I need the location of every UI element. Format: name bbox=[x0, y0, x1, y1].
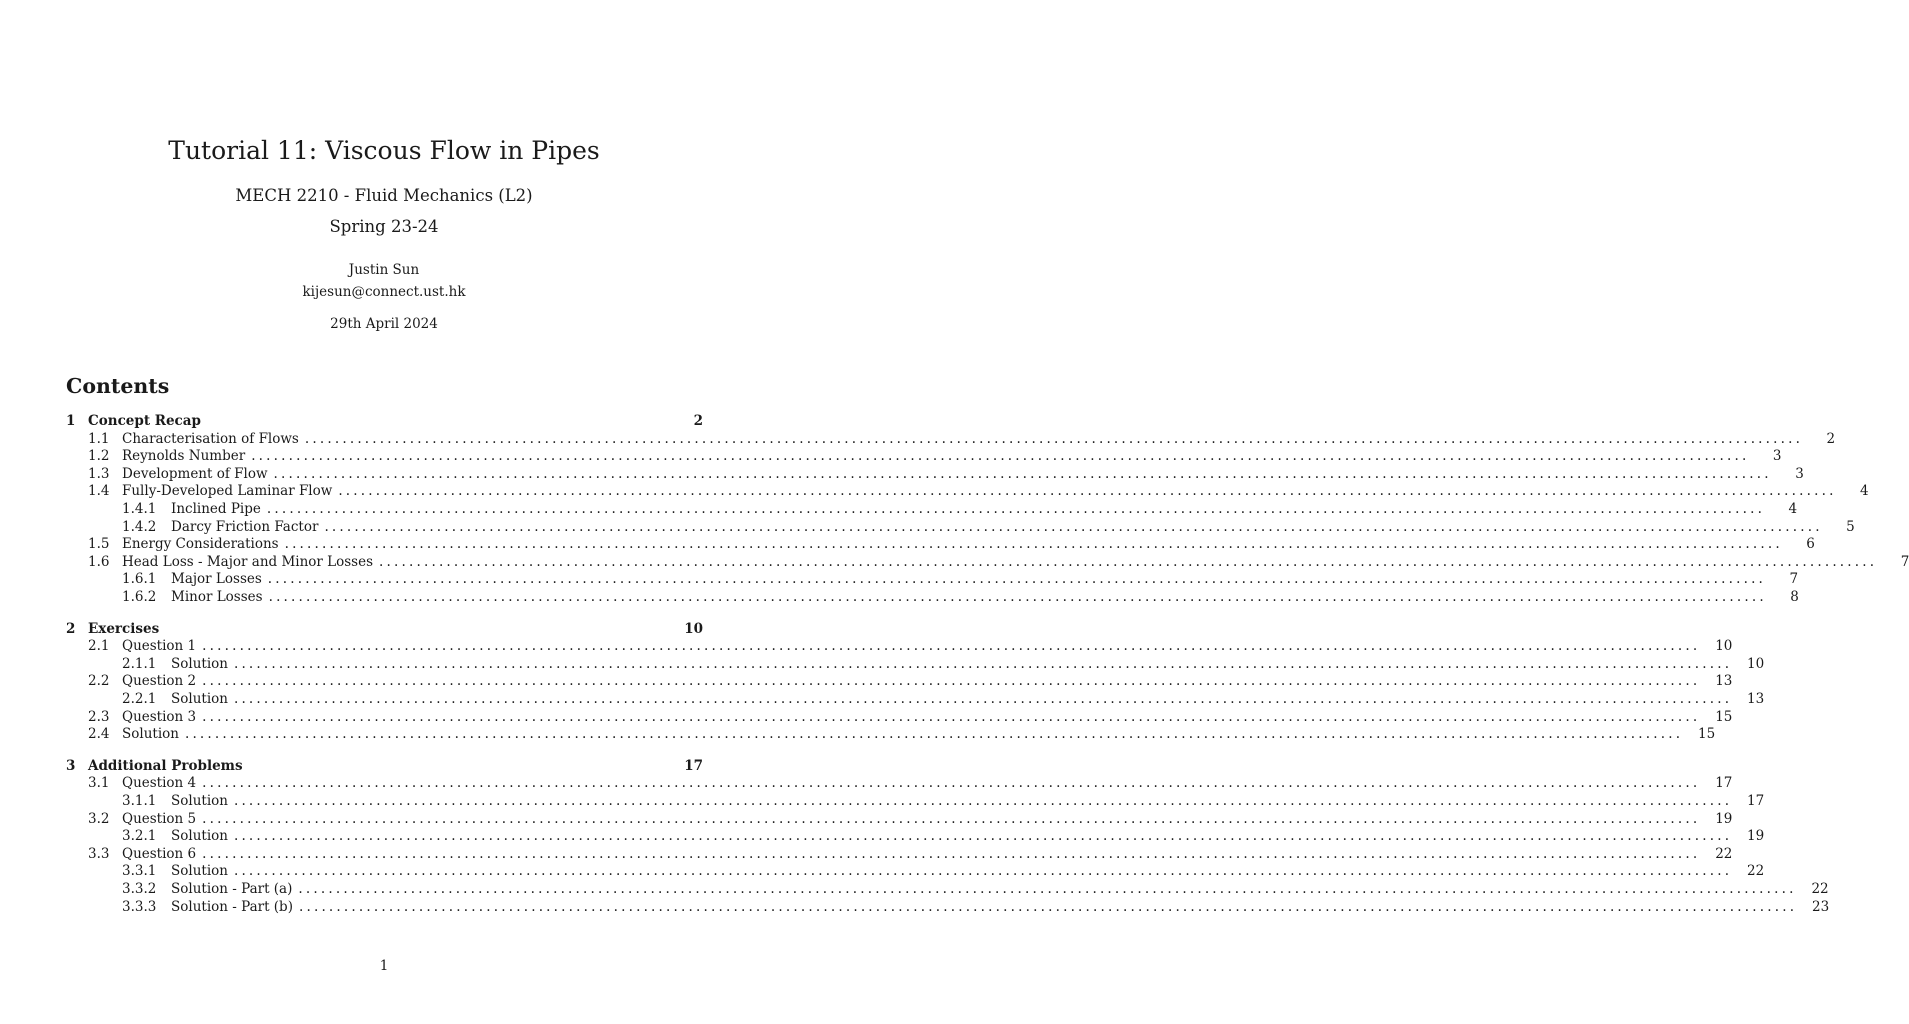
toc-entry-page: 22 bbox=[1811, 881, 1829, 897]
document-date: 29th April 2024 bbox=[330, 316, 438, 332]
toc-leader-dots: ........................................................................................................................................................................................................ bbox=[233, 691, 1733, 707]
toc-entry-number: 3.3.2 bbox=[122, 881, 157, 897]
toc-entry[interactable] bbox=[0, 845, 1733, 863]
toc-entry-label: Development of Flow bbox=[122, 465, 268, 482]
toc-entry-label: Reynolds Number bbox=[122, 448, 246, 465]
toc-entry-page: 2 bbox=[1826, 430, 1836, 447]
toc-entry-number: 2.3 bbox=[88, 708, 110, 725]
toc-entry-label: Characterisation of Flows bbox=[122, 430, 299, 447]
toc-entry[interactable] bbox=[0, 775, 1733, 792]
toc-leader-dots: ........................................................................................................................................................................................................ bbox=[298, 881, 1797, 897]
toc-entry-label: Question 4 bbox=[122, 775, 197, 792]
toc-entry-label: Solution bbox=[122, 726, 179, 743]
toc-entry-page: 10 bbox=[1715, 638, 1733, 655]
toc-entry-page: 19 bbox=[1747, 828, 1765, 845]
toc-entry-label: Additional Problems bbox=[88, 757, 243, 774]
toc-entry[interactable] bbox=[0, 501, 1798, 518]
toc-entry-label: Exercises bbox=[88, 620, 160, 637]
toc-leader-dots: ........................................................................................................................................................................................................ bbox=[268, 589, 1767, 605]
toc-entry[interactable] bbox=[0, 708, 1733, 726]
toc-entry-number: 2.4 bbox=[88, 726, 110, 743]
toc-entry-page: 17 bbox=[1747, 793, 1765, 809]
toc-leader-dots: ........................................................................................................................................................................................................ bbox=[233, 655, 1733, 672]
toc-entry-label: Question 3 bbox=[122, 708, 197, 725]
toc-entry-page: 4 bbox=[1788, 501, 1798, 517]
toc-leader-dots: ........................................................................................................................................................................................................ bbox=[273, 465, 1772, 482]
toc-entry-number: 3 bbox=[66, 757, 76, 774]
toc-entry[interactable] bbox=[0, 828, 1765, 845]
toc-entry-label: Question 2 bbox=[122, 673, 197, 690]
toc-entry[interactable] bbox=[0, 810, 1733, 828]
toc-leader-dots: ........................................................................................................................................................................................................ bbox=[266, 501, 1766, 517]
toc-entry-page: 6 bbox=[1806, 536, 1815, 553]
toc-entry-label: Darcy Friction Factor bbox=[171, 518, 319, 535]
toc-entry-number: 3.3.1 bbox=[122, 863, 157, 880]
toc-leader-dots: ........................................................................................................................................................................................................ bbox=[304, 430, 1804, 447]
page-number: 1 bbox=[379, 958, 389, 974]
toc-leader-dots: ........................................................................................................................................................................................................ bbox=[324, 518, 1823, 535]
toc-entry-number: 2.1 bbox=[88, 638, 110, 655]
toc-leader-dots: ........................................................................................................................................................................................................ bbox=[267, 571, 1767, 588]
toc-entry-number: 1.1 bbox=[88, 430, 110, 447]
toc-leader-dots: ........................................................................................................................................................................................................ bbox=[202, 673, 1701, 690]
toc-entry[interactable] bbox=[0, 518, 1855, 536]
toc-entry-label: Solution bbox=[171, 793, 228, 809]
toc-entry-page: 22 bbox=[1747, 863, 1765, 880]
toc-entry[interactable] bbox=[0, 536, 1815, 553]
toc-entry[interactable] bbox=[0, 655, 1765, 673]
toc-entry-label: Fully-Developed Laminar Flow bbox=[122, 483, 333, 500]
toc-entry-number: 1.4.1 bbox=[122, 501, 157, 517]
toc-entry-number: 1.3 bbox=[88, 465, 110, 482]
toc-leader-dots: ........................................................................................................................................................................................................ bbox=[233, 863, 1733, 880]
toc-entry[interactable] bbox=[0, 571, 1799, 588]
toc-entry[interactable] bbox=[0, 621, 768, 638]
toc-entry[interactable] bbox=[0, 465, 1804, 483]
toc-entry-label: Major Losses bbox=[171, 571, 262, 588]
toc-entry[interactable] bbox=[0, 413, 768, 430]
toc-entry-label: Solution bbox=[171, 863, 228, 880]
toc-leader-dots: ........................................................................................................................................................................................................ bbox=[202, 775, 1701, 792]
toc-entry-number: 1.5 bbox=[88, 536, 110, 553]
toc-entry-page: 3 bbox=[1772, 448, 1782, 465]
term: Spring 23-24 bbox=[329, 217, 439, 236]
toc-entry-page: 22 bbox=[1715, 845, 1733, 862]
toc-entry[interactable] bbox=[0, 553, 1909, 571]
toc-entry-number: 3.2.1 bbox=[122, 828, 157, 845]
toc-entry-number: 1 bbox=[66, 413, 76, 429]
toc-leader-dots: ........................................................................................................................................................................................................ bbox=[298, 898, 1798, 915]
toc-entry-page: 4 bbox=[1859, 483, 1869, 500]
toc-entry-label: Solution - Part (b) bbox=[171, 898, 293, 915]
toc-entry[interactable] bbox=[0, 638, 1733, 655]
toc-leader-dots: ........................................................................................................................................................................................................ bbox=[233, 828, 1733, 845]
toc-entry-label: Head Loss - Major and Minor Losses bbox=[122, 553, 374, 570]
toc-entry[interactable] bbox=[0, 898, 1830, 916]
toc-entry-page: 3 bbox=[1795, 465, 1804, 482]
toc-entry-label: Solution bbox=[171, 655, 228, 672]
toc-entry-label: Solution - Part (a) bbox=[171, 881, 293, 897]
toc-entry-page: 5 bbox=[1846, 518, 1855, 535]
toc-entry[interactable] bbox=[0, 793, 1765, 810]
toc-leader-dots: ........................................................................................................................................................................................................ bbox=[184, 726, 1684, 743]
toc-leader-dots: ........................................................................................................................................................................................................ bbox=[202, 810, 1701, 827]
toc-entry-number: 1.4.2 bbox=[122, 518, 157, 535]
toc-leader-dots: ........................................................................................................................................................................................................ bbox=[202, 708, 1701, 725]
toc-entry-label: Question 5 bbox=[122, 810, 197, 827]
toc-leader-dots: ........................................................................................................................................................................................................ bbox=[202, 638, 1701, 655]
toc-entry[interactable] bbox=[0, 430, 1836, 448]
course-name: MECH 2210 - Fluid Mechanics (L2) bbox=[235, 186, 533, 205]
toc-entry-page: 15 bbox=[1715, 708, 1733, 725]
toc-entry-number: 1.6.2 bbox=[122, 589, 157, 605]
toc-entry-number: 1.4 bbox=[88, 483, 110, 500]
author-name: Justin Sun bbox=[348, 262, 420, 278]
toc-entry-page: 2 bbox=[693, 413, 703, 429]
toc-entry-page: 17 bbox=[684, 757, 703, 774]
toc-leader-dots: ........................................................................................................................................................................................................ bbox=[233, 793, 1733, 809]
toc-entry-page: 8 bbox=[1790, 589, 1799, 605]
contents-heading: Contents bbox=[66, 374, 170, 398]
toc-leader-dots: ........................................................................................................................................................................................................ bbox=[338, 483, 1837, 500]
toc-entry-label: Energy Considerations bbox=[122, 536, 279, 553]
toc-entry-page: 13 bbox=[1747, 691, 1765, 707]
toc-entry-page: 13 bbox=[1715, 673, 1733, 690]
toc-entry-page: 7 bbox=[1900, 553, 1909, 570]
toc-entry-number: 3.3 bbox=[88, 845, 110, 862]
toc-entry[interactable] bbox=[0, 673, 1733, 690]
toc-entry-number: 1.2 bbox=[88, 448, 110, 465]
toc-entry-page: 17 bbox=[1715, 775, 1733, 792]
toc-entry[interactable] bbox=[0, 863, 1765, 880]
toc-entry-number: 3.2 bbox=[88, 810, 110, 827]
toc-entry[interactable] bbox=[0, 881, 1829, 898]
toc-entry-label: Inclined Pipe bbox=[171, 501, 261, 517]
toc-leader-dots: ........................................................................................................................................................................................................ bbox=[284, 536, 1783, 553]
toc-entry-label: Concept Recap bbox=[88, 413, 201, 429]
toc-entry-label: Solution bbox=[171, 691, 228, 707]
toc-entry-page: 15 bbox=[1698, 726, 1716, 743]
toc-entry[interactable] bbox=[0, 483, 1869, 500]
toc-entry[interactable] bbox=[0, 758, 768, 775]
toc-entry-number: 3.1.1 bbox=[122, 793, 157, 809]
toc-entry-number: 2.1.1 bbox=[122, 655, 157, 672]
toc-entry-number: 3.3.3 bbox=[122, 898, 157, 915]
toc-entry-number: 2.2.1 bbox=[122, 691, 157, 707]
toc-entry[interactable] bbox=[0, 448, 1782, 465]
toc-entry-page: 23 bbox=[1812, 898, 1830, 915]
toc-entry-number: 1.6.1 bbox=[122, 571, 157, 588]
toc-entry-number: 3.1 bbox=[88, 775, 110, 792]
toc-entry-label: Question 1 bbox=[122, 638, 197, 655]
toc-leader-dots: ........................................................................................................................................................................................................ bbox=[379, 553, 1878, 570]
toc-entry-number: 1.6 bbox=[88, 553, 110, 570]
toc-entry[interactable] bbox=[0, 726, 1716, 743]
toc-entry-number: 2.2 bbox=[88, 673, 110, 690]
toc-leader-dots: ........................................................................................................................................................................................................ bbox=[202, 845, 1701, 862]
toc-entry[interactable] bbox=[0, 691, 1765, 708]
toc-entry-page: 10 bbox=[684, 620, 703, 637]
toc-entry-page: 19 bbox=[1715, 810, 1733, 827]
toc-leader-dots: ........................................................................................................................................................................................................ bbox=[251, 448, 1750, 465]
toc-entry[interactable] bbox=[0, 589, 1799, 606]
toc-entry-number: 2 bbox=[66, 620, 76, 637]
toc-entry-label: Minor Losses bbox=[171, 589, 263, 605]
toc-entry-page: 7 bbox=[1789, 571, 1799, 588]
toc-entry-page: 10 bbox=[1747, 655, 1765, 672]
toc-entry-label: Solution bbox=[171, 828, 228, 845]
document-title: Tutorial 11: Viscous Flow in Pipes bbox=[168, 136, 600, 165]
toc-entry-label: Question 6 bbox=[122, 845, 197, 862]
author-email: kijesun@connect.ust.hk bbox=[302, 284, 466, 300]
